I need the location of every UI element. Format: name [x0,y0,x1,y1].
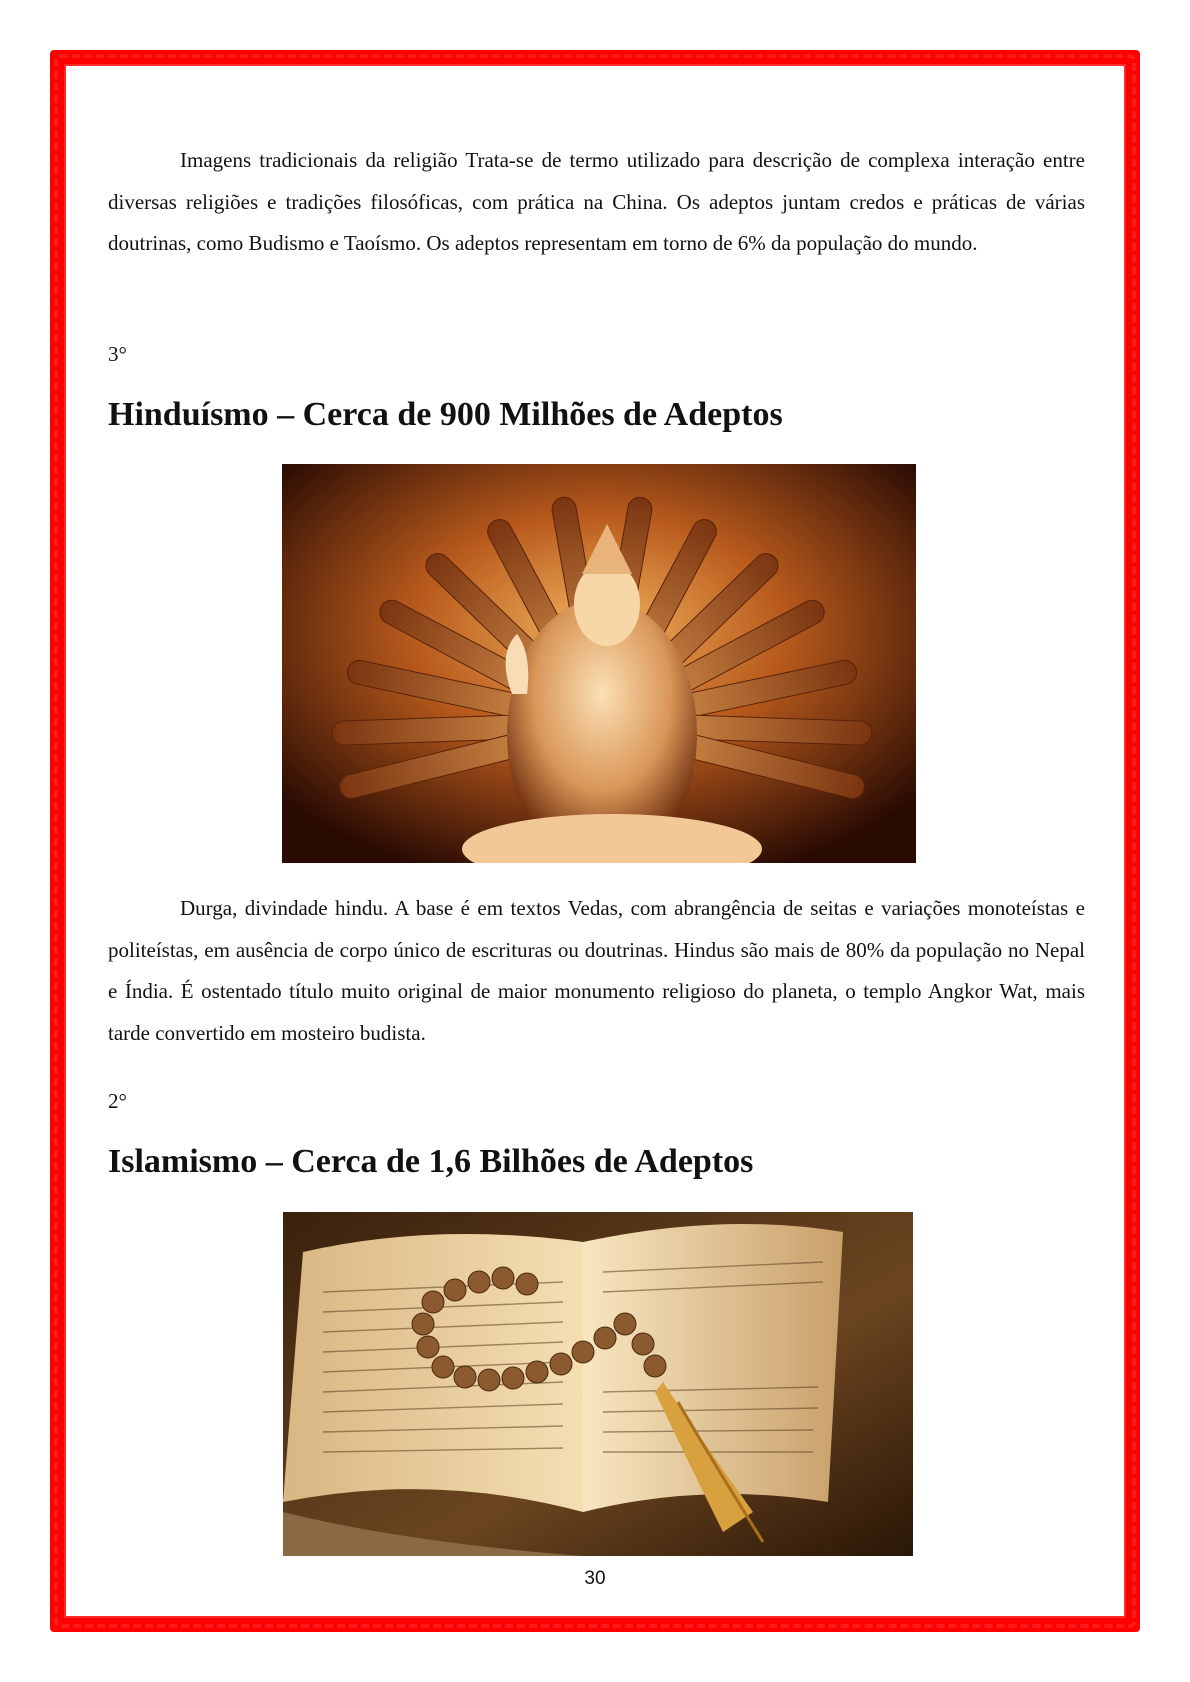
hinduism-text [108,888,1085,1054]
heading-hinduism: Hinduísmo – Cerca de 900 Milhões de Adeptos [108,396,783,433]
hinduism-paragraph: Durga, divindade hindu. A base é em textos Vedas, com abrangência de seitas e variações monoteístas e politeístas, em ausência de corpo único de escrituras ou doutrinas. Hindus são mais de 80% da população no Nepal e Índia. É ostentado título muito original de maior monumento religioso do planeta, o templo Angkor Wat, mais tarde convertido em mosteiro budista. [108,896,1085,1045]
page-content [108,140,1085,265]
heading-islam: Islamismo – Cerca de 1,6 Bilhões de Adeptos [108,1143,754,1180]
page-number: 30 [584,1568,606,1589]
shiva-statue-image [282,464,916,863]
quran-prayer-beads-image [283,1212,913,1556]
rank-3: 3° [108,342,127,366]
rank-2: 2° [108,1089,127,1113]
intro-paragraph: Imagens tradicionais da religião Trata-se de termo utilizado para descrição de complexa interação entre diversas religiões e tradições filosóficas, com prática na China. Os adeptos juntam credos e práticas de várias doutrinas, como Budismo e Taoísmo. Os adeptos representam em torno de 6% da população do mundo. [108,148,1085,255]
